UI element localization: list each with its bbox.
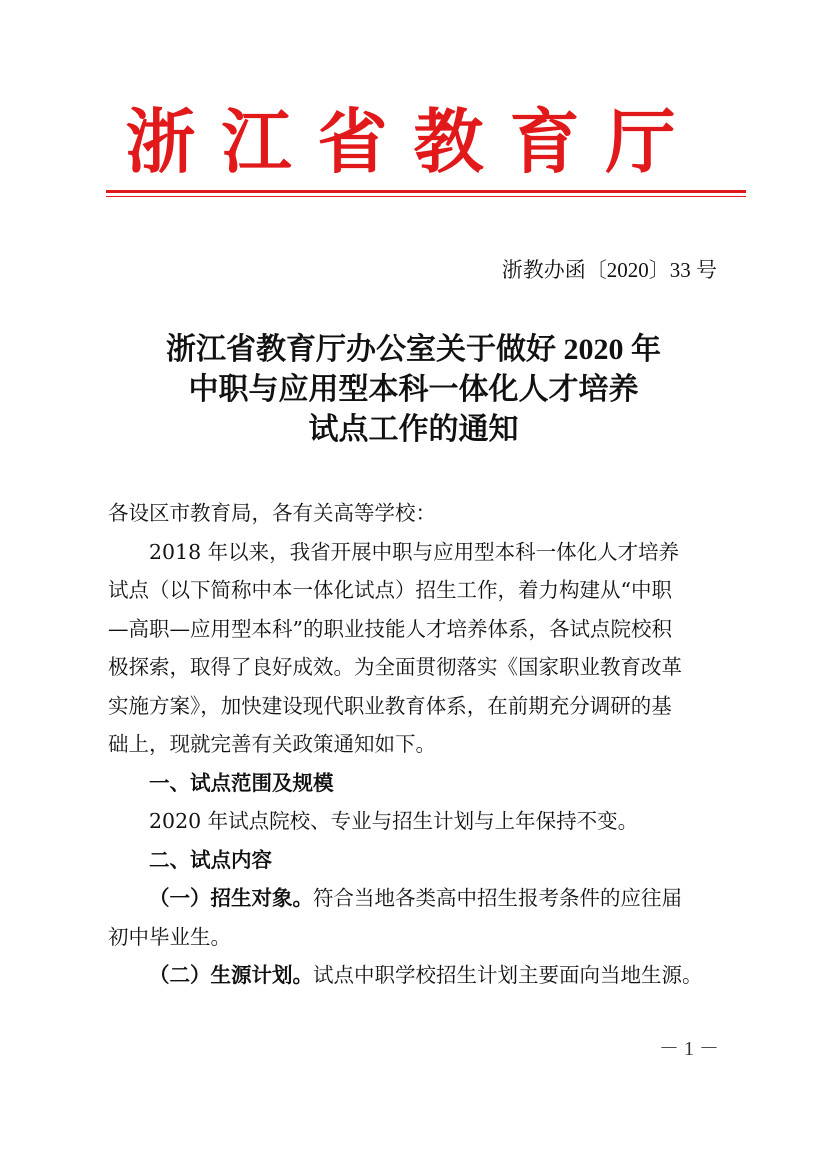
item-label: （二）生源计划。 [149, 963, 313, 987]
letterhead-rule-thick [106, 190, 746, 193]
item-text: 试点中职学校招生计划主要面向当地生源。 [313, 963, 703, 987]
section-heading: 一、试点范围及规模 [149, 770, 334, 795]
document-body [108, 494, 720, 995]
list-item [108, 879, 720, 918]
section-heading: 二、试点内容 [149, 847, 272, 872]
list-item [108, 956, 720, 995]
paragraph-line: 2018 年以来，我省开展中职与应用型本科一体化人才培养 [149, 539, 680, 564]
item-label: （一）招生对象。 [149, 886, 313, 910]
paragraph-line: 试点（以下简称中本一体化试点）招生工作，着力构建从“中职 [108, 578, 672, 602]
paragraph-line: 实施方案》，加快建设现代职业教育体系，在前期充分调研的基 [108, 693, 672, 718]
org-letterhead: 浙江省教育厅 [125, 105, 702, 182]
document-number: 浙教办函〔2020〕33 号 [501, 258, 717, 282]
title-line: 浙江省教育厅办公室关于做好 2020 年 [166, 333, 661, 366]
paragraph-line: 初中毕业生。 [108, 924, 231, 949]
salutation: 各设区市教育局，各有关高等学校： [108, 501, 436, 525]
paragraph-line: 础上，现就完善有关政策通知如下。 [108, 732, 436, 756]
title-line: 中职与应用型本科一体化人才培养 [188, 373, 639, 406]
letterhead-rule-thin [106, 196, 746, 197]
title-line: 试点工作的通知 [308, 413, 519, 446]
paragraph-line: 2020 年试点院校、专业与招生计划与上年保持不变。 [149, 809, 639, 833]
document-title [0, 330, 827, 450]
item-text: 符合当地各类高中招生报考条件的应往届 [313, 886, 682, 910]
paragraph-line: —高职—应用型本科”的职业技能人才培养体系，各试点院校积 [108, 616, 672, 641]
paragraph-line: 极探索，取得了良好成效。为全面贯彻落实《国家职业教育改革 [108, 655, 682, 679]
page-number: － 1 － [659, 1038, 719, 1060]
